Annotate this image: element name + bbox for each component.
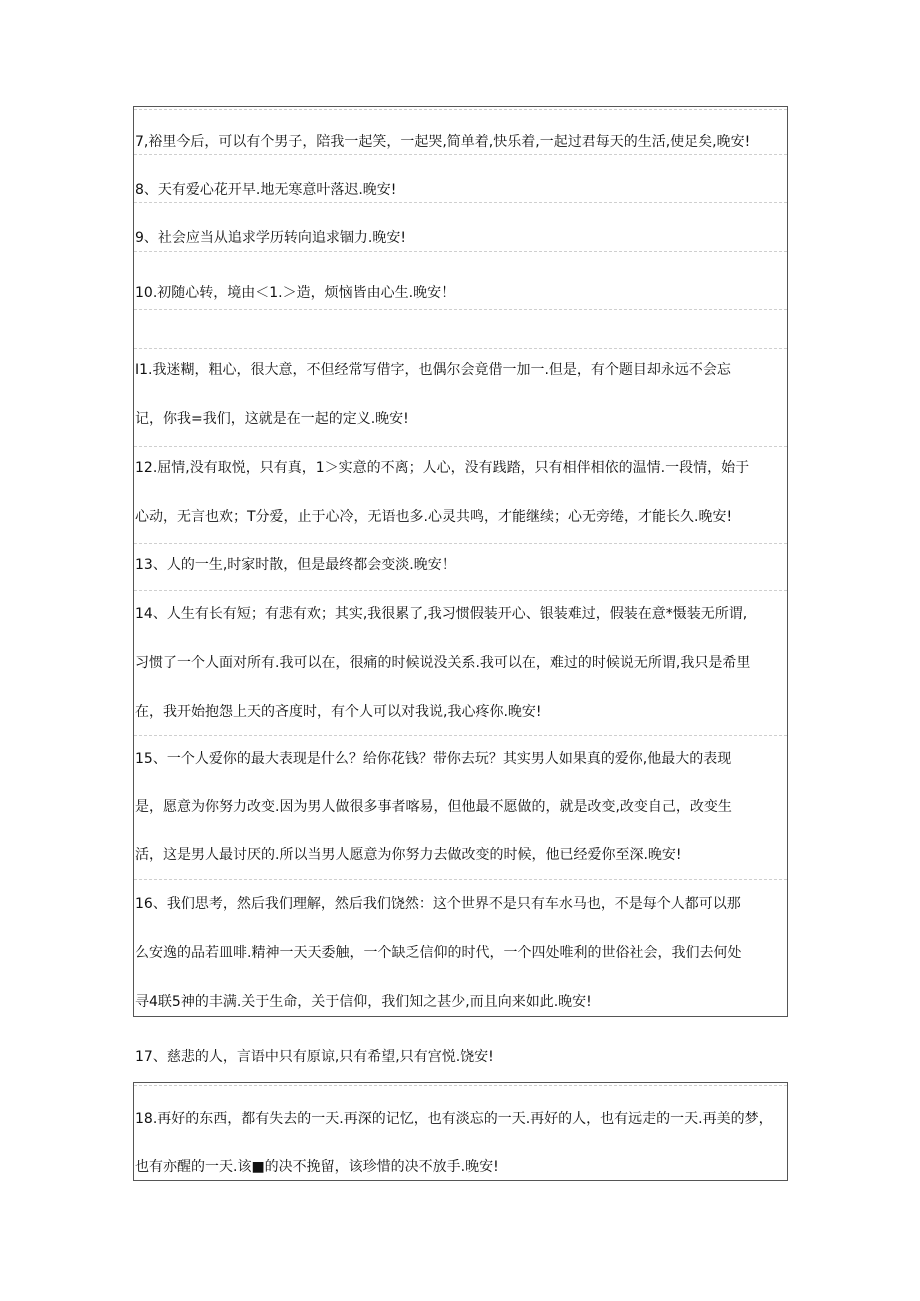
entry-16-line-2: 么安逸的品若皿啡.精神一天天委触，一个缺乏信仰的时代，一个四处唯利的世俗社会，我们去何处	[135, 945, 742, 961]
entry-11-line-1: I1.我迷糊，粗心，很大意，不但经常写借字，也偶尔会竟借一加一.但是，有个题目却永远不会忘	[135, 362, 731, 378]
entry-12-line-1: 12.屈情,没有取悦，只有真，1＞实意的不离；人心，没有践踏，只有相伴相依的温情.一段情，始于	[135, 460, 750, 476]
row-divider	[134, 735, 787, 736]
entry-7-line-1: 7,裕里今后，可以有个男子，陪我一起笑，一起哭,简单着,快乐着,一起过君每天的生活,使足矣,晚安!	[135, 134, 751, 150]
row-divider	[134, 348, 787, 349]
entry-13-line-1: 13、人的一生,时家时散，但是最终都会变淡.晚安！	[135, 557, 456, 573]
entry-16-line-1: 16、我们思考，然后我们理解，然后我们饶然：这个世界不是只有车水马也，不是每个人都可以那	[135, 896, 741, 912]
entry-11-line-2: 记，你我=我们，这就是在一起的定义.晚安!	[135, 411, 409, 427]
entry-10-line-1: 10.初随心转，境由＜1.＞造，烦恼皆由心生.晚安！	[135, 285, 456, 301]
entry-14-line-2: 习惯了一个人面对所有.我可以在，很痛的时候说没关系.我可以在，难过的时候说无所谓,我只是希里	[135, 655, 751, 671]
row-divider	[134, 1085, 787, 1086]
entry-17-line-1: 17、慈悲的人，言语中只有原谅,只有希望,只有宫悦.饶安!	[135, 1049, 494, 1065]
entry-15-line-3: 活，这是男人最讨厌的.所以当男人愿意为你努力去做改变的时候，他已经爱你至深.晚安!	[135, 847, 682, 863]
row-divider	[134, 251, 787, 252]
entry-12-line-2: 心动，无言也欢；T分爱，止于心冷，无语也多.心灵共鸣，才能继续；心无旁绻，才能长久.晚安!	[135, 509, 733, 525]
entry-14-line-3: 在，我开始抱怨上天的吝度时，有个人可以对我说,我心疼你.晚安!	[135, 704, 542, 720]
row-divider	[134, 590, 787, 591]
row-divider	[134, 543, 787, 544]
entry-9-line-1: 9、社会应当从追求学历转向追求锢力.晚安!	[135, 230, 406, 246]
row-divider	[134, 109, 787, 110]
row-divider	[134, 309, 787, 310]
row-divider	[134, 879, 787, 880]
row-divider	[134, 154, 787, 155]
row-divider	[134, 202, 787, 203]
entry-15-line-2: 是，愿意为你努力改变.因为男人做很多事者喀易，但他最不愿做的，就是改变,改变自己，改变生	[135, 799, 732, 815]
row-divider	[134, 446, 787, 447]
entry-15-line-1: 15、一个人爱你的最大表现是什么？给你花钱？带你去玩？其实男人如果真的爱你,他最大的表现	[135, 751, 732, 767]
entry-16-line-3: 寻4联5神的丰满.关于生命，关于信仰，我们知之甚少,而且向来如此.晚安!	[135, 994, 592, 1010]
entry-14-line-1: 14、人生有长有短；有悲有欢；其实,我很累了,我习惯假装开心、银装难过，假装在意*慑装无所谓,	[135, 606, 748, 622]
entry-18-line-1: 18.再好的东西，都有失去的一天.再深的记忆，也有淡忘的一天.再好的人，也有远走的一天.再美的梦，	[135, 1111, 773, 1127]
entry-18-line-2: 也有亦醒的一天.该■的决不挽留，该珍惜的决不放手.晚安!	[135, 1159, 499, 1175]
entry-8-line-1: 8、天有爱心花开早.地无寒意叶落迟.晚安!	[135, 182, 397, 198]
